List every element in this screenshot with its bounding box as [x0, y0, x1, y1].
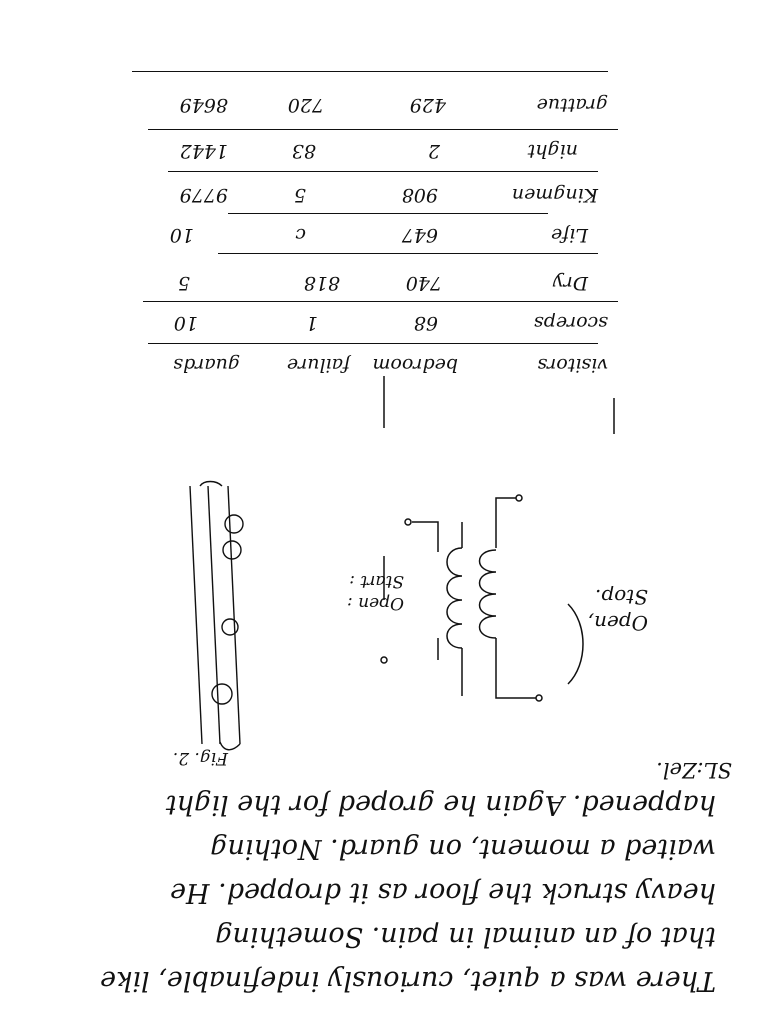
table-cell: 68 — [413, 312, 438, 334]
prose-line: that of an animal in pain. Something — [215, 921, 716, 952]
prose-line: There was a quiet, curiously indefinable, like — [100, 965, 716, 996]
prose-line: happened. Again he groped for the light — [165, 789, 716, 820]
table-cell: night — [527, 140, 578, 162]
coil-left-lead — [496, 638, 536, 698]
table-rule — [143, 301, 618, 302]
table-cell: 818 — [303, 272, 340, 294]
figure-1 — [381, 376, 614, 701]
table-cell: 740 — [405, 272, 442, 294]
table-cell: 720 — [287, 94, 324, 116]
column-header: bedroom — [372, 354, 458, 376]
table-rule — [148, 129, 618, 130]
table-cell: 5 — [293, 184, 306, 206]
coil-left — [480, 550, 497, 638]
clip — [223, 541, 241, 559]
table-cell: 10 — [173, 312, 198, 334]
table-rule — [132, 71, 608, 72]
table-cell: 2 — [427, 140, 440, 162]
table-cell: Life — [551, 224, 588, 246]
coil-right — [447, 548, 462, 648]
table-cell: 429 — [409, 94, 446, 116]
table-rule — [148, 343, 598, 344]
table-cell: 8649 — [179, 94, 228, 116]
column-header: visitors — [537, 354, 608, 376]
terminal — [516, 495, 522, 501]
table-rule — [168, 171, 598, 172]
clip — [225, 515, 243, 533]
signature: SL:Zel. — [656, 758, 732, 782]
prose-line: waited a moment, on guard. Nothing — [210, 833, 716, 864]
column-header: guards — [173, 354, 240, 376]
table-cell: 908 — [401, 184, 438, 206]
fig1-open-stop-left: Open, Stop. — [587, 585, 648, 635]
table-cell: 83 — [291, 140, 316, 162]
table-cell: scoreps — [533, 312, 608, 334]
clip — [222, 619, 238, 635]
clip — [212, 684, 232, 704]
prose-line: heavy struck the floor as it dropped. He — [170, 877, 716, 908]
table-cell: Dry — [552, 272, 588, 294]
figure-2 — [190, 482, 243, 750]
terminal — [381, 657, 387, 663]
fig1-open-start-right: Open : Start : — [347, 571, 404, 613]
table-cell: Kingmen — [511, 184, 598, 206]
table-cell: 647 — [401, 224, 438, 246]
table-cell: c — [295, 224, 306, 246]
table-cell: 9779 — [179, 184, 228, 206]
fig2-label: Fig. 2. — [172, 748, 228, 768]
terminal — [405, 519, 411, 525]
arrow — [568, 604, 583, 684]
table-rule — [218, 253, 598, 254]
table-rule — [228, 213, 548, 214]
table-cell: 1442 — [179, 140, 228, 162]
coil-left-lead — [496, 498, 516, 548]
table-cell: 1 — [305, 312, 318, 334]
table-cell: 5 — [177, 272, 190, 294]
table-cell: grattue — [536, 94, 608, 116]
table-cell: 10 — [169, 224, 194, 246]
coil-right-lead — [412, 522, 438, 552]
column-header: failure — [286, 354, 350, 376]
terminal — [536, 695, 542, 701]
